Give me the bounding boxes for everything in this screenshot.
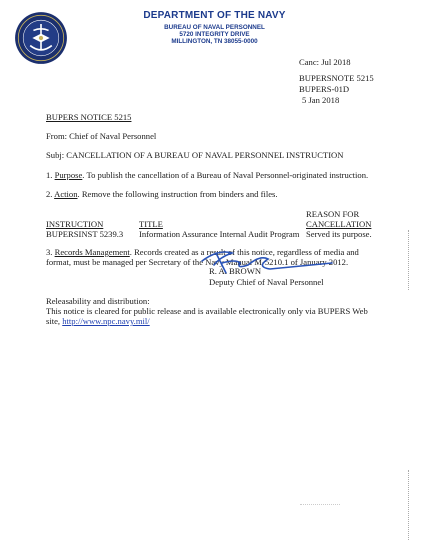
signatory-name: R. A. BROWN <box>209 266 262 276</box>
city-address: MILLINGTON, TN 38055-0000 <box>171 38 258 46</box>
notice-date: 5 Jan 2018 <box>302 95 340 105</box>
from-line: From: Chief of Naval Personnel <box>46 131 157 141</box>
distribution-line1: This notice is cleared for public release and is available electronically only via BUPERS Web <box>46 306 368 316</box>
side-stamp-top <box>406 230 412 290</box>
notice-title: BUPERS NOTICE 5215 <box>46 112 132 122</box>
header-reason-for: REASON FOR <box>306 209 360 219</box>
header-cancellation: CANCELLATION <box>306 219 372 229</box>
signatory-title: Deputy Chief of Naval Personnel <box>209 277 324 287</box>
header-instruction: INSTRUCTION <box>46 219 104 229</box>
letterhead-address <box>0 24 429 46</box>
paragraph-heading: Purpose <box>54 170 83 180</box>
bureau-name: BUREAU OF NAVAL PERSONNEL <box>164 24 265 31</box>
header-title: TITLE <box>139 219 163 229</box>
cell-reason: Served its purpose. <box>306 229 372 239</box>
distribution-line2 <box>46 316 150 326</box>
paragraph-records-line2: format, must be managed per Secretary of the Navy Manual M-5210.1 of January 2012. <box>46 257 349 267</box>
distribution-prefix: site, <box>46 316 63 326</box>
paragraph-number: 3. <box>46 247 55 257</box>
paragraph-text: . To publish the cancellation of a Bureau of Naval Personnel-originated instruction. <box>82 170 369 180</box>
paragraph-action <box>46 189 278 199</box>
street-address: 5720 INTEGRITY DRIVE <box>179 31 250 39</box>
cell-instruction: BUPERSINST 5239.3 <box>46 229 124 239</box>
paragraph-heading: Action <box>54 189 78 199</box>
cancellation-date: Canc: Jul 2018 <box>299 57 351 67</box>
cell-title: Information Assurance Internal Audit Program <box>139 229 300 239</box>
paragraph-purpose <box>46 170 368 180</box>
subject-line: Subj: CANCELLATION OF A BUREAU OF NAVAL PERSONNEL INSTRUCTION <box>46 150 344 160</box>
side-stamp-bottom <box>406 470 412 540</box>
paragraph-number: 1. <box>46 170 55 180</box>
department-heading: DEPARTMENT OF THE NAVY <box>143 10 286 21</box>
paragraph-number: 2. <box>46 189 55 199</box>
npc-website-link[interactable]: http://www.npc.navy.mil/ <box>62 316 150 326</box>
distribution-heading: Releasability and distribution: <box>46 296 150 306</box>
footer-mark <box>300 504 340 506</box>
notice-number: BUPERSNOTE 5215 <box>299 73 374 83</box>
paragraph-text: . Records created as a result of this notice, regardless of media and <box>129 247 359 257</box>
office-code: BUPERS-01D <box>299 84 350 94</box>
paragraph-text: . Remove the following instruction from binders and files. <box>77 189 278 199</box>
paragraph-heading: Records Management <box>54 247 130 257</box>
